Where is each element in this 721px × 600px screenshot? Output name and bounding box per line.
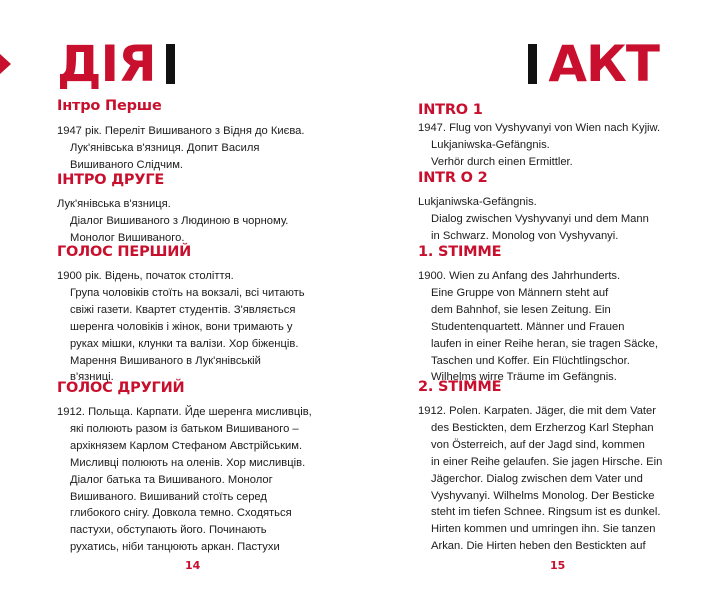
text-line: Hirten kommen und umringen ihn. Sie tanzen <box>431 523 656 536</box>
text-line: шеренга чоловіків і жінок, вони тримають у <box>70 320 293 333</box>
right-page-title <box>528 35 659 93</box>
section-heading: ГОЛОС ДРУГИЙ <box>57 380 185 396</box>
text-line: рухатись, ніби танцюють аркан. Пастухи <box>70 541 280 554</box>
text-line: Studentenquartett. Männer und Frauen <box>431 320 625 333</box>
right-page <box>361 0 721 600</box>
page-number: 14 <box>185 559 201 572</box>
text-line: 1900. Wien zu Anfang des Jahrhunderts. <box>418 270 621 282</box>
text-line: свіжі газети. Квартет студентів. З'являється <box>70 303 296 316</box>
text-line: які полюють разом із батьком Вишиваного – <box>70 422 299 435</box>
text-line: 1912. Польща. Карпати. Йде шеренга мисливців, <box>57 406 312 418</box>
text-line: in einer Reihe gelaufen. Sie jagen Hirsche. Ein <box>431 455 663 468</box>
title-word: АКТ <box>548 35 659 93</box>
text-line: Wilhelms wirre Träume im Gefängnis. <box>431 371 617 384</box>
left-section-voice-2 <box>57 378 347 556</box>
left-section-intro-2 <box>57 170 347 247</box>
page-edge-marker-icon <box>0 54 11 74</box>
text-line: Lukjaniwska-Gefängnis. <box>418 196 537 208</box>
section-heading: 1. STIMME <box>418 244 502 260</box>
text-line: Taschen und Koffer. Ein Flüchtlingschor. <box>431 354 630 367</box>
text-line: архікнязем Карлом Стефаном Австрійським. <box>70 439 303 452</box>
page-number: 15 <box>550 559 566 572</box>
title-bar <box>166 44 175 84</box>
text-line: steht im tiefen Schnee. Ringsum ist es dunkel. <box>431 506 661 519</box>
text-line: Група чоловіків стоїть на вокзалі, всі читають <box>70 286 305 299</box>
text-line: глибокого снігу. Довкола темно. Сходяться <box>70 507 292 520</box>
text-line: Lukjaniwska-Gefängnis. <box>431 138 550 151</box>
text-line: Лук'янівська в'язниця. <box>57 198 171 210</box>
text-line: Dialog zwischen Vyshyvanyi und dem Mann <box>431 212 649 225</box>
text-line: Jägerchor. Dialog zwischen dem Vater und <box>431 472 643 485</box>
text-line: пастухи, обступають його. Починають <box>70 524 267 537</box>
text-line: Мисливці полюють на оленів. Хор мисливців. <box>70 456 306 469</box>
text-line: Вишиваного. Вишиваний стоїть серед <box>70 490 267 503</box>
text-line: 1947 рік. Переліт Вишиваного з Відня до Києва. <box>57 125 305 137</box>
text-line: Arkan. Die Hirten heben den Bestickten auf <box>431 540 646 553</box>
text-line: 1900 рік. Відень, початок століття. <box>57 270 234 282</box>
text-line: dem Bahnhof, sie lesen Zeitung. Ein <box>431 303 611 316</box>
text-line: Лук'янівська в'язниця. Допит Василя <box>70 141 260 154</box>
section-heading: ГОЛОС ПЕРШИЙ <box>57 244 192 260</box>
title-word: ДІЯ <box>57 35 156 93</box>
left-section-intro-1 <box>57 96 347 174</box>
text-line: Вишиваного Слідчим. <box>70 158 184 171</box>
text-line: Діалог Вишиваного з Людиною в чорному. <box>70 214 289 227</box>
text-line: laufen in einer Reihe heran, sie tragen Säcke, <box>431 337 659 350</box>
section-heading: Інтро Перше <box>57 98 162 114</box>
left-page <box>0 0 360 600</box>
title-bar <box>528 44 537 84</box>
text-line: des Bestickten, dem Erzherzog Karl Stephan <box>431 421 654 434</box>
left-page-title <box>57 35 175 93</box>
text-line: 1912. Polen. Karpaten. Jäger, die mit dem Vater <box>418 405 656 417</box>
section-heading: INTRO 1 <box>418 102 483 118</box>
text-line: Eine Gruppe von Männern steht auf <box>431 286 609 299</box>
text-line: Vyshyvanyi. Wilhelms Monolog. Der Besticke <box>431 489 655 502</box>
text-line: Verhör durch einen Ermittler. <box>431 155 573 168</box>
text-line: руках мішки, клунки та валізи. Хор біженців. <box>70 337 299 350</box>
right-section-voice-1 <box>418 242 708 386</box>
section-heading: ІНТРО ДРУГЕ <box>57 172 165 188</box>
left-section-voice-1 <box>57 242 347 386</box>
text-line: в'язниці. <box>70 371 114 384</box>
section-heading: INTR O 2 <box>418 170 488 186</box>
text-line: in Schwarz. Monolog von Vyshyvanyi. <box>431 229 619 242</box>
text-line: Монолог Вишиваного. <box>70 231 185 244</box>
right-section-voice-2 <box>418 377 708 555</box>
section-heading: 2. STIMME <box>418 379 502 395</box>
text-line: von Österreich, auf der Jagd sind, kommen <box>431 438 645 451</box>
text-line: Марення Вишиваного в Лук'янівській <box>70 354 261 367</box>
right-section-intro-1 <box>418 100 708 171</box>
text-line: Діалог батька та Вишиваного. Монолог <box>70 473 273 486</box>
right-section-intro-2 <box>418 168 708 245</box>
text-line: 1947. Flug von Vyshyvanyi von Wien nach Kyjiw. <box>418 122 661 134</box>
